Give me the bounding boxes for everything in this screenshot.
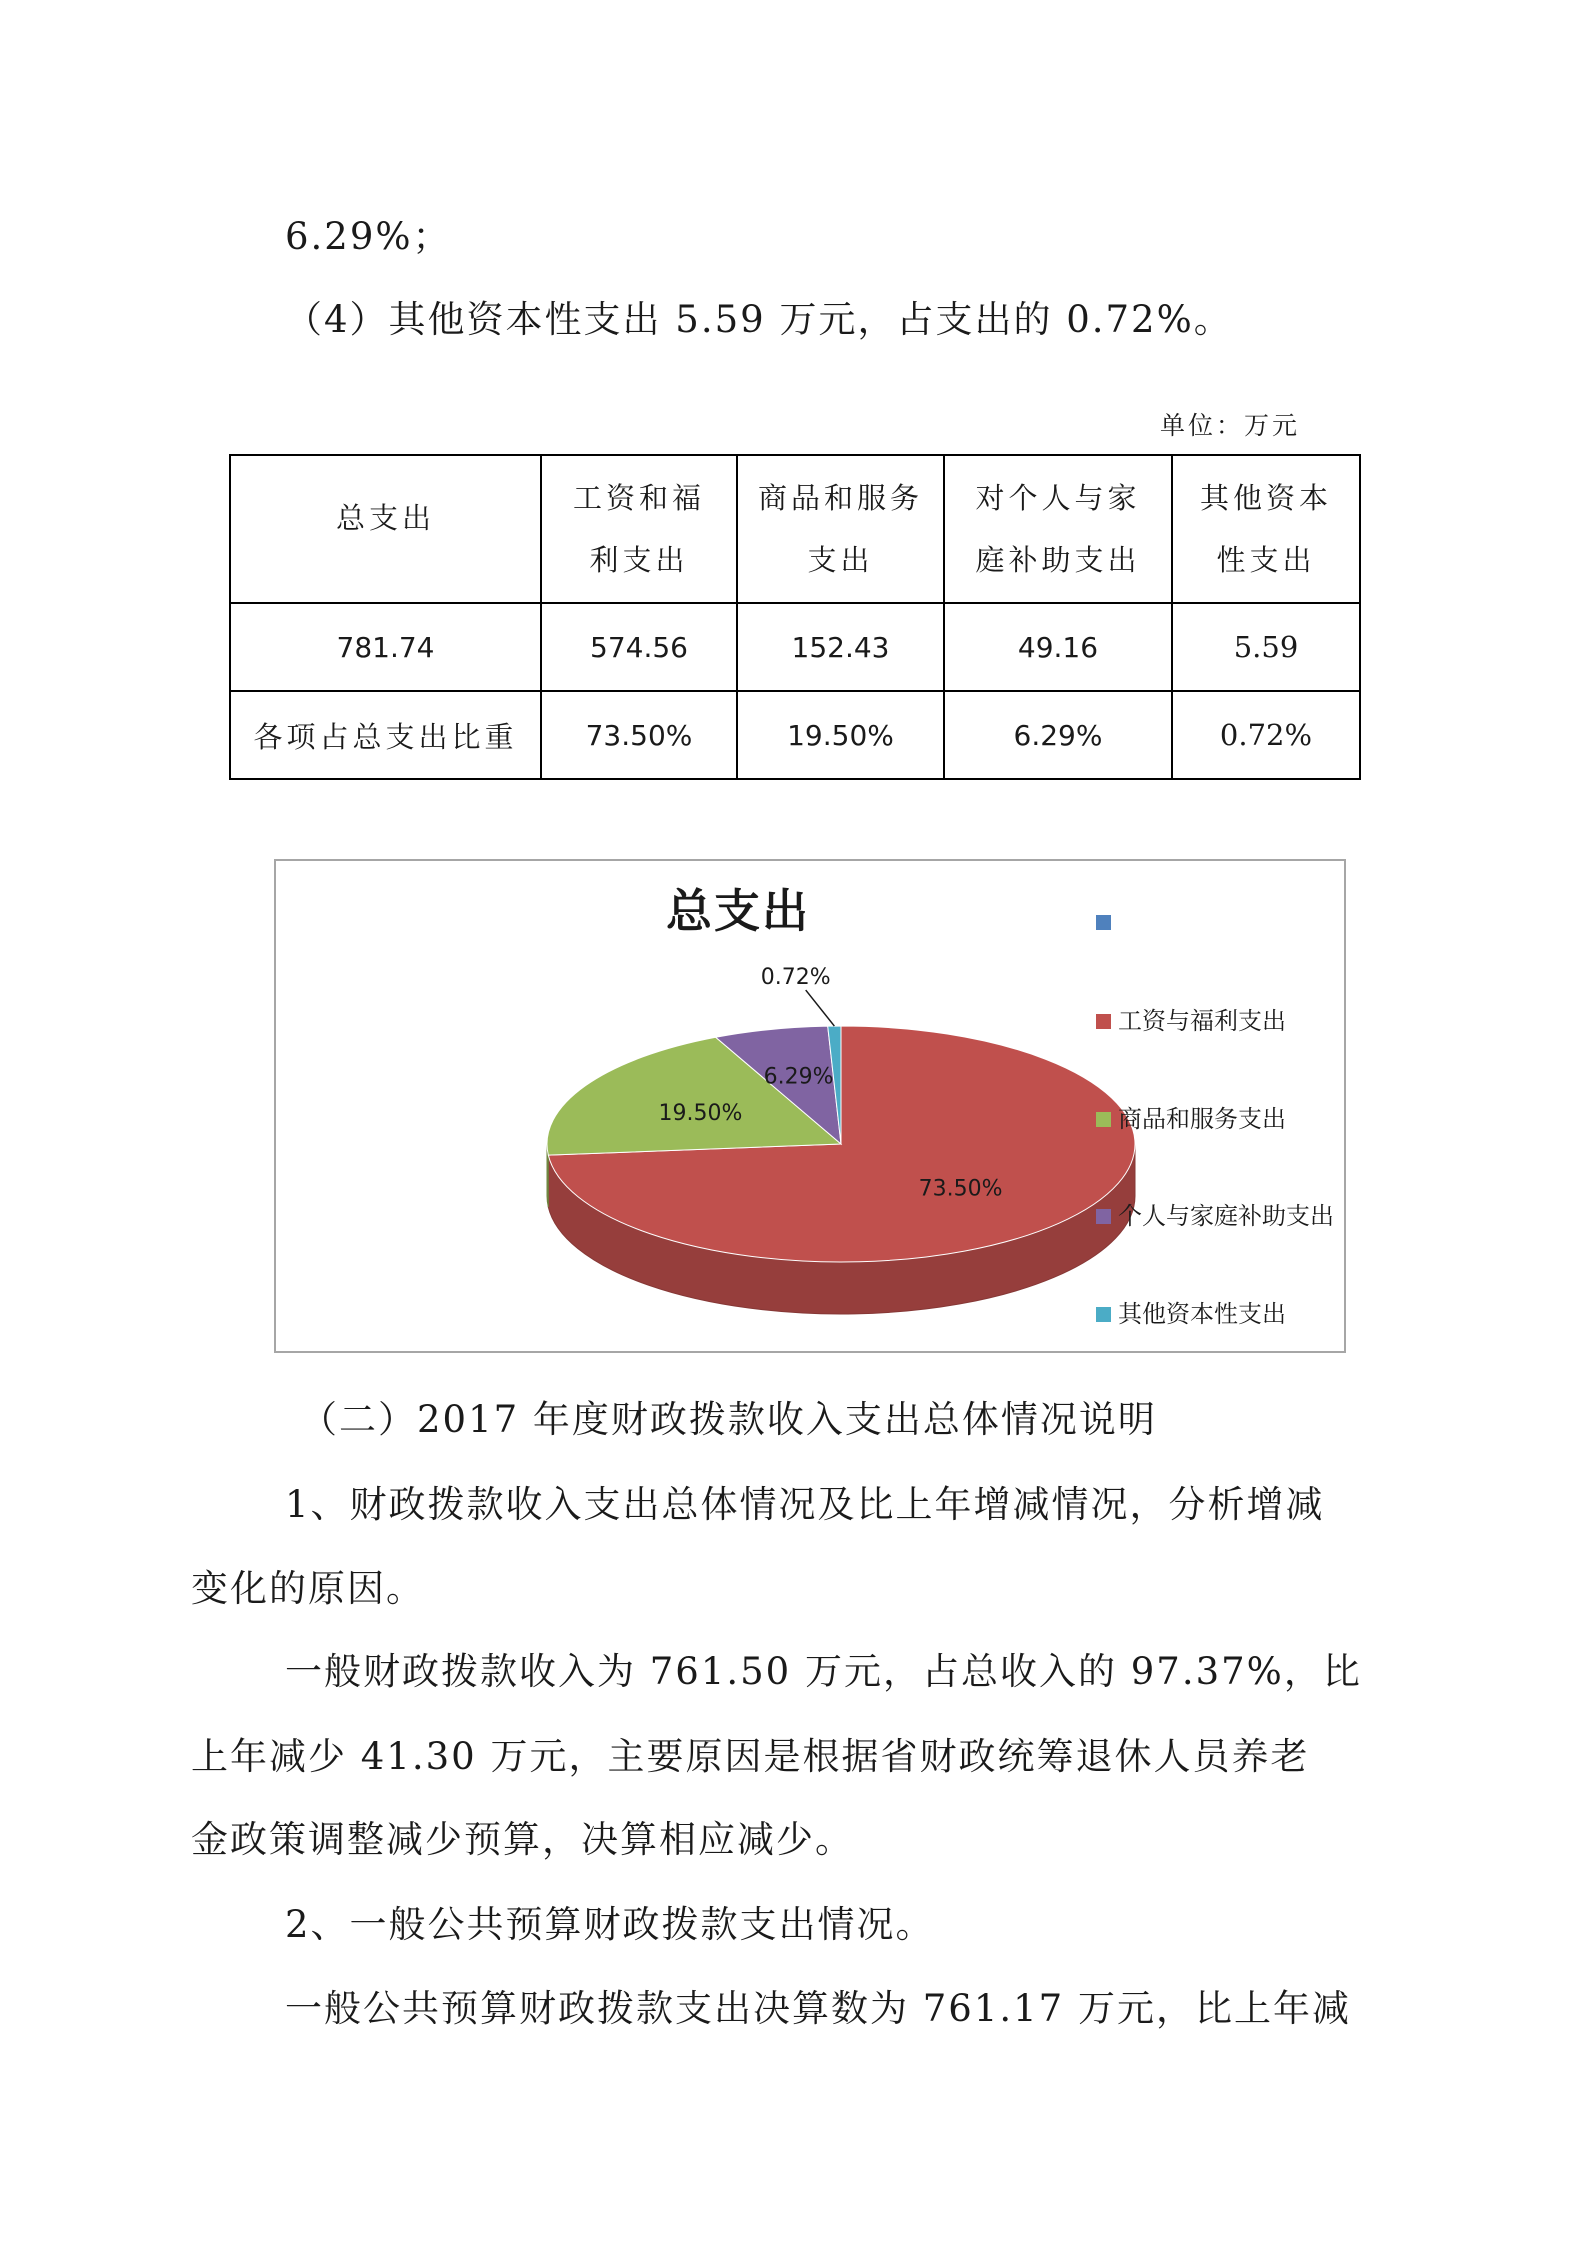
table-row-amount — [230, 603, 1360, 691]
para-4-line1: 一般公共预算财政拨款支出决算数为 761.17 万元，比上年减 — [285, 1987, 1351, 2030]
data-label-3: 0.72% — [760, 965, 831, 991]
pie-chart — [274, 859, 1346, 1353]
header-capital: 其他资本 性支出 — [1172, 455, 1360, 603]
cell-share-capital: 0.72% — [1172, 691, 1360, 779]
para-continuation: 6.29%； — [285, 215, 452, 258]
cell-capital: 5.59 — [1172, 603, 1360, 691]
cell-total: 781.74 — [230, 603, 541, 691]
data-label-0: 73.50% — [918, 1176, 1003, 1202]
cell-salary: 574.56 — [541, 603, 737, 691]
legend-swatch-0 — [1096, 915, 1111, 930]
header-salary: 工资和福 利支出 — [541, 455, 737, 603]
legend-swatch-1 — [1096, 1014, 1111, 1029]
cell-share-goods: 19.50% — [737, 691, 944, 779]
para-1-line1: 1、财政拨款收入支出总体情况及比上年增减情况，分析增减 — [285, 1483, 1325, 1526]
unit-label: 单位：万元 — [1160, 411, 1301, 440]
data-label-1: 19.50% — [658, 1100, 743, 1126]
cell-goods: 152.43 — [737, 603, 944, 691]
cell-share-subsidy: 6.29% — [944, 691, 1172, 779]
legend-swatch-4 — [1096, 1307, 1111, 1322]
chart-title: 总支出 — [666, 884, 810, 938]
legend-swatch-3 — [1096, 1209, 1111, 1224]
para-2-line1: 一般财政拨款收入为 761.50 万元，占总收入的 97.37%，比 — [285, 1650, 1362, 1693]
legend-text-4: 其他资本性支出 — [1118, 1300, 1286, 1328]
para-2-line3: 金政策调整减少预算，决算相应减少。 — [191, 1818, 854, 1861]
section-heading: （二）2017 年度财政拨款收入支出总体情况说明 — [300, 1398, 1157, 1441]
data-label-2: 6.29% — [763, 1064, 834, 1090]
para-capital-expense: （4）其他资本性支出 5.59 万元，占支出的 0.72%。 — [285, 298, 1233, 341]
expense-table — [229, 454, 1361, 780]
para-3: 2、一般公共预算财政拨款支出情况。 — [285, 1903, 935, 1946]
table-row-share — [230, 691, 1360, 779]
header-goods: 商品和服务 支出 — [737, 455, 944, 603]
legend-text-1: 工资与福利支出 — [1118, 1007, 1286, 1035]
cell-share-salary: 73.50% — [541, 691, 737, 779]
leader-line-3 — [806, 990, 835, 1026]
cell-share-label: 各项占总支出比重 — [230, 691, 541, 779]
cell-subsidy: 49.16 — [944, 603, 1172, 691]
para-2-line2: 上年减少 41.30 万元，主要原因是根据省财政统筹退休人员养老 — [191, 1735, 1310, 1778]
header-total: 总支出 — [230, 455, 541, 603]
legend-swatch-2 — [1096, 1112, 1111, 1127]
table-header-row — [230, 455, 1360, 603]
legend-text-3: 个人与家庭补助支出 — [1118, 1202, 1334, 1230]
para-1-line2: 变化的原因。 — [191, 1567, 425, 1610]
header-subsidy: 对个人与家 庭补助支出 — [944, 455, 1172, 603]
legend-text-2: 商品和服务支出 — [1118, 1105, 1286, 1133]
